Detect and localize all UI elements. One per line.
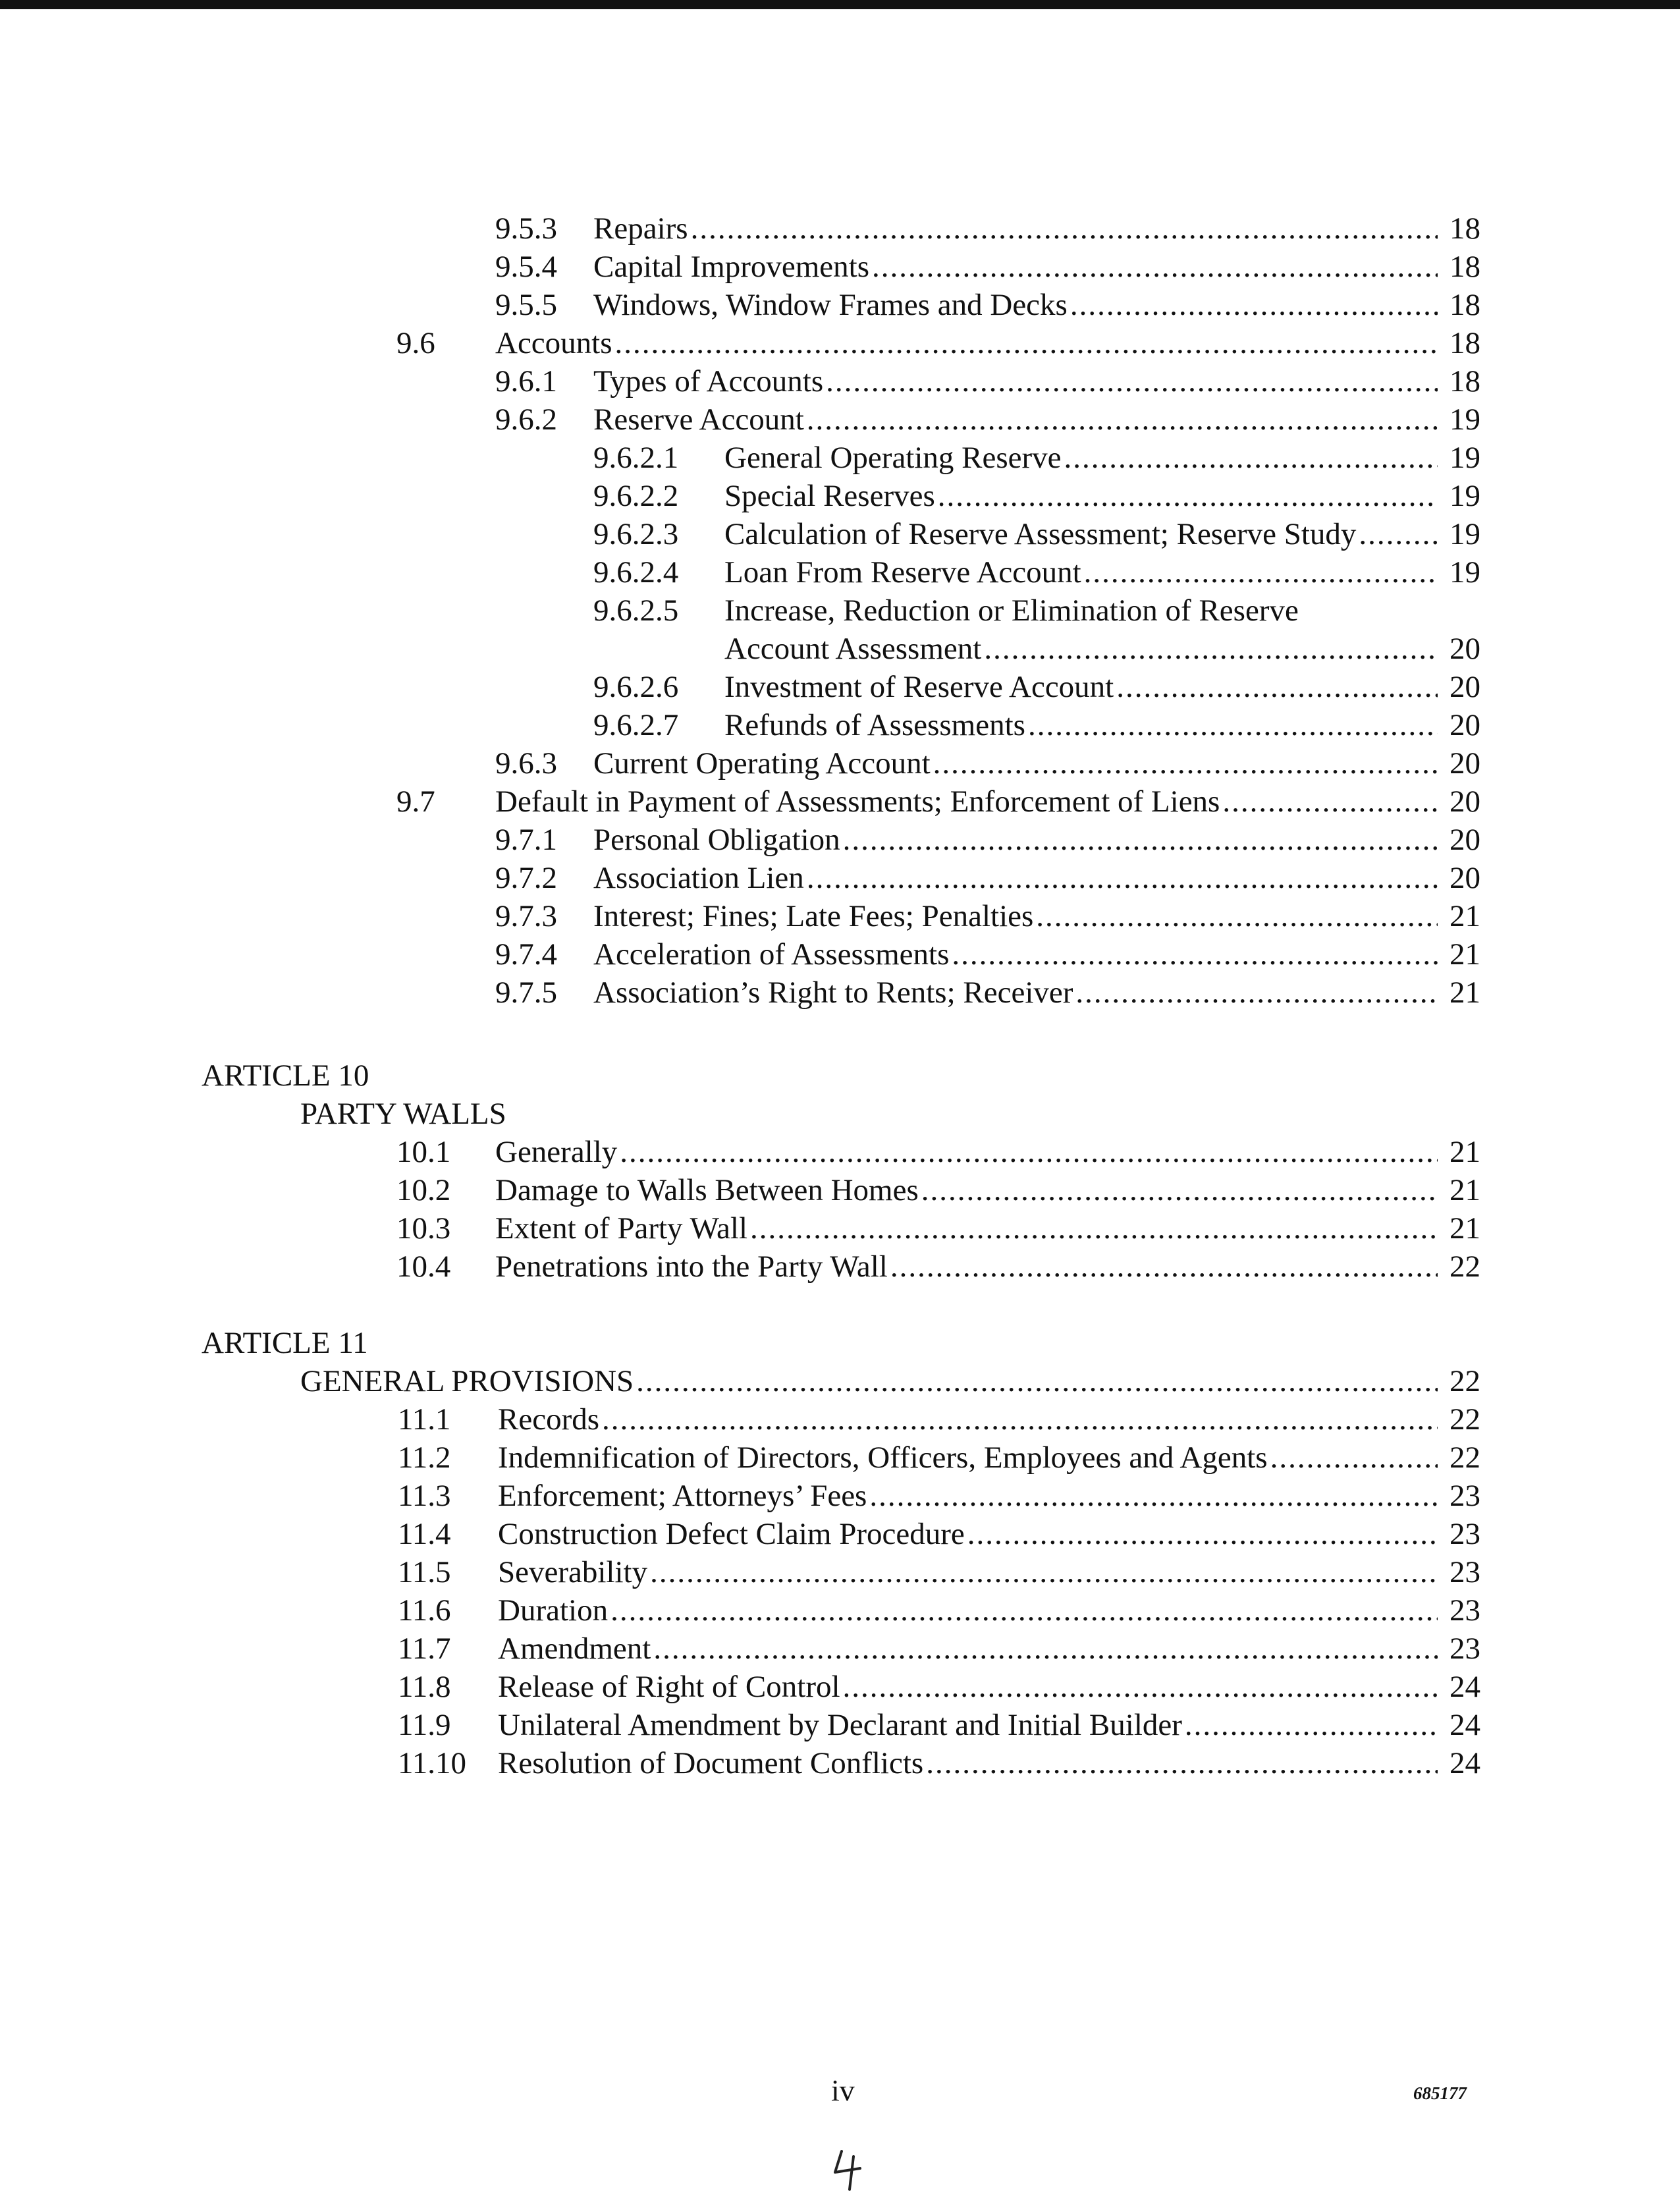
entry-title: Construction Defect Claim Procedure bbox=[498, 1517, 965, 1551]
entry-title: Types of Accounts bbox=[593, 364, 824, 398]
entry-title: Acceleration of Assessments bbox=[593, 937, 950, 972]
dot-leader bbox=[952, 935, 1438, 974]
toc-entry-9-6-2-1 bbox=[0, 439, 1680, 477]
entry-page: 22 bbox=[1450, 1402, 1480, 1437]
entry-page: 21 bbox=[1450, 937, 1480, 972]
dot-leader bbox=[843, 821, 1438, 859]
entry-title: Reserve Account bbox=[593, 402, 804, 437]
entry-page: 23 bbox=[1450, 1593, 1480, 1628]
entry-page: 20 bbox=[1450, 784, 1480, 819]
entry-page: 21 bbox=[1450, 1211, 1480, 1246]
entry-title-continued: Account Assessment bbox=[724, 632, 982, 666]
entry-page: 22 bbox=[1450, 1441, 1480, 1475]
dot-leader bbox=[602, 1400, 1438, 1439]
toc-entry-9-7-4 bbox=[0, 935, 1680, 974]
dot-leader bbox=[933, 744, 1438, 782]
entry-number: 11.8 bbox=[398, 1670, 451, 1704]
entry-title: Release of Right of Control bbox=[498, 1670, 840, 1704]
dot-leader bbox=[615, 324, 1438, 362]
entry-title: Accounts bbox=[495, 326, 612, 360]
entry-number: 9.7.5 bbox=[495, 975, 557, 1010]
entry-title: Windows, Window Frames and Decks bbox=[593, 288, 1068, 322]
entry-number: 11.7 bbox=[398, 1632, 451, 1666]
dot-leader bbox=[843, 1668, 1438, 1706]
dot-leader bbox=[1064, 439, 1438, 477]
entry-number: 9.7.4 bbox=[495, 937, 557, 972]
entry-number: 9.5.5 bbox=[495, 288, 557, 322]
dot-leader bbox=[872, 248, 1438, 286]
entry-title: Current Operating Account bbox=[593, 746, 931, 781]
entry-number: 11.4 bbox=[398, 1517, 451, 1551]
toc-entry-9-7-2 bbox=[0, 859, 1680, 897]
toc-entry-9-7-1 bbox=[0, 821, 1680, 859]
toc-entry-9-6-3 bbox=[0, 744, 1680, 782]
toc-entry-9-6-2-6 bbox=[0, 668, 1680, 706]
entry-number: 11.2 bbox=[398, 1441, 451, 1475]
article-11-label: ARTICLE 11 bbox=[202, 1326, 368, 1360]
toc-entry-10-4 bbox=[0, 1248, 1680, 1286]
dot-leader bbox=[1359, 515, 1438, 553]
entry-title: Records bbox=[498, 1402, 600, 1437]
entry-page: 20 bbox=[1450, 823, 1480, 857]
dot-leader bbox=[620, 1133, 1438, 1171]
toc-entry-9-6-2 bbox=[0, 400, 1680, 439]
entry-page: 21 bbox=[1450, 899, 1480, 933]
entry-number: 9.6.2.3 bbox=[593, 517, 679, 551]
entry-number: 11.1 bbox=[398, 1402, 451, 1437]
toc-entry-11-9 bbox=[0, 1706, 1680, 1744]
dot-leader bbox=[1270, 1439, 1438, 1477]
entry-page: 21 bbox=[1450, 975, 1480, 1010]
toc-entry-9-6-2-5 bbox=[0, 591, 1680, 630]
entry-title: GENERAL PROVISIONS bbox=[300, 1364, 634, 1398]
toc-entry-11-5 bbox=[0, 1553, 1680, 1591]
entry-number: 9.7.1 bbox=[495, 823, 557, 857]
entry-page: 23 bbox=[1450, 1479, 1480, 1513]
dot-leader bbox=[1116, 668, 1438, 706]
toc-entry-9-5-3 bbox=[0, 209, 1680, 248]
entry-title: Interest; Fines; Late Fees; Penalties bbox=[593, 899, 1034, 933]
dot-leader bbox=[610, 1591, 1438, 1630]
entry-number: 10.1 bbox=[396, 1135, 451, 1169]
toc-entry-9-5-5 bbox=[0, 286, 1680, 324]
entry-page: 23 bbox=[1450, 1555, 1480, 1589]
toc-entry-general-provisions bbox=[0, 1362, 1680, 1400]
entry-title: Unilateral Amendment by Declarant and Initial Builder bbox=[498, 1708, 1182, 1742]
entry-number: 11.6 bbox=[398, 1593, 451, 1628]
entry-number: 9.6.3 bbox=[495, 746, 557, 781]
toc-entry-9-5-4 bbox=[0, 248, 1680, 286]
entry-number: 9.6.1 bbox=[495, 364, 557, 398]
dot-leader bbox=[807, 400, 1438, 439]
dot-leader bbox=[636, 1362, 1438, 1400]
dot-leader bbox=[826, 362, 1438, 400]
page-number: iv bbox=[831, 2073, 855, 2107]
entry-number: 10.2 bbox=[396, 1173, 451, 1207]
entry-title: Penetrations into the Party Wall bbox=[495, 1249, 888, 1284]
entry-page: 22 bbox=[1450, 1249, 1480, 1284]
entry-title: Amendment bbox=[498, 1632, 651, 1666]
entry-page: 18 bbox=[1450, 211, 1480, 246]
entry-title: Loan From Reserve Account bbox=[724, 555, 1081, 590]
entry-page: 18 bbox=[1450, 364, 1480, 398]
entry-title: Duration bbox=[498, 1593, 609, 1628]
entry-number: 11.5 bbox=[398, 1555, 451, 1589]
toc-entry-10-3 bbox=[0, 1209, 1680, 1248]
dot-leader bbox=[921, 1171, 1438, 1209]
entry-page: 19 bbox=[1450, 479, 1480, 513]
entry-number: 10.3 bbox=[396, 1211, 451, 1246]
dot-leader bbox=[1028, 706, 1438, 744]
entry-title: Personal Obligation bbox=[593, 823, 840, 857]
toc-entry-9-6-2-7 bbox=[0, 706, 1680, 744]
dot-leader bbox=[1185, 1706, 1438, 1744]
dot-leader bbox=[1084, 553, 1438, 591]
entry-number: 9.6.2 bbox=[495, 402, 557, 437]
toc-entry-11-6 bbox=[0, 1591, 1680, 1630]
entry-number: 9.5.3 bbox=[495, 211, 557, 246]
dot-leader bbox=[1075, 974, 1438, 1012]
entry-number: 9.6.2.7 bbox=[593, 708, 679, 742]
toc-entry-9-6-2-5-continued bbox=[0, 630, 1680, 668]
toc-entry-9-6-2-4 bbox=[0, 553, 1680, 591]
entry-number: 9.6 bbox=[396, 326, 435, 360]
entry-page: 20 bbox=[1450, 708, 1480, 742]
entry-page: 21 bbox=[1450, 1135, 1480, 1169]
entry-title: Generally bbox=[495, 1135, 618, 1169]
entry-number: 9.6.2.5 bbox=[593, 593, 679, 628]
dot-leader bbox=[750, 1209, 1438, 1248]
entry-number: 9.6.2.1 bbox=[593, 441, 679, 475]
toc-entry-11-8 bbox=[0, 1668, 1680, 1706]
toc-entry-10-1 bbox=[0, 1133, 1680, 1171]
dot-leader bbox=[1222, 782, 1438, 821]
dot-leader bbox=[984, 630, 1438, 668]
entry-page: 24 bbox=[1450, 1670, 1480, 1704]
entry-title: Repairs bbox=[593, 211, 688, 246]
entry-number: 10.4 bbox=[396, 1249, 451, 1284]
entry-title: Damage to Walls Between Homes bbox=[495, 1173, 919, 1207]
entry-number: 9.7 bbox=[396, 784, 435, 819]
toc-entry-9-7 bbox=[0, 782, 1680, 821]
entry-number: 11.9 bbox=[398, 1708, 451, 1742]
entry-page: 18 bbox=[1450, 250, 1480, 284]
entry-title: Increase, Reduction or Elimination of Reserve bbox=[724, 593, 1299, 628]
toc-entry-9-6-2-3 bbox=[0, 515, 1680, 553]
toc-entry-11-2 bbox=[0, 1439, 1680, 1477]
dot-leader bbox=[1070, 286, 1438, 324]
dot-leader bbox=[691, 209, 1438, 248]
toc-entry-9-6 bbox=[0, 324, 1680, 362]
dot-leader bbox=[869, 1477, 1438, 1515]
entry-number: 9.6.2.4 bbox=[593, 555, 679, 590]
entry-page: 19 bbox=[1450, 402, 1480, 437]
entry-title: Extent of Party Wall bbox=[495, 1211, 748, 1246]
entry-number: 9.6.2.2 bbox=[593, 479, 679, 513]
toc-entry-11-3 bbox=[0, 1477, 1680, 1515]
entry-page: 23 bbox=[1450, 1632, 1480, 1666]
entry-page: 20 bbox=[1450, 670, 1480, 704]
toc-entry-11-10 bbox=[0, 1744, 1680, 1782]
entry-title: Enforcement; Attorneys’ Fees bbox=[498, 1479, 867, 1513]
entry-page: 19 bbox=[1450, 555, 1480, 590]
entry-page: 19 bbox=[1450, 517, 1480, 551]
entry-number: 9.7.2 bbox=[495, 861, 557, 895]
toc-entry-9-7-5 bbox=[0, 974, 1680, 1012]
toc-entry-10-2 bbox=[0, 1171, 1680, 1209]
entry-page: 20 bbox=[1450, 632, 1480, 666]
entry-title: Indemnification of Directors, Officers, Employees and Agents bbox=[498, 1441, 1268, 1475]
entry-number: 9.6.2.6 bbox=[593, 670, 679, 704]
entry-title: Special Reserves bbox=[724, 479, 935, 513]
article-10-title: PARTY WALLS bbox=[300, 1097, 506, 1131]
entry-number: 11.10 bbox=[398, 1746, 467, 1780]
dot-leader bbox=[967, 1515, 1438, 1553]
toc-entry-9-7-3 bbox=[0, 897, 1680, 935]
entry-page: 24 bbox=[1450, 1708, 1480, 1742]
entry-title: Refunds of Assessments bbox=[724, 708, 1025, 742]
dot-leader bbox=[926, 1744, 1438, 1782]
dot-leader bbox=[650, 1553, 1438, 1591]
entry-number: 11.3 bbox=[398, 1479, 451, 1513]
document-number: 685177 bbox=[1413, 2083, 1467, 2103]
toc-entry-9-6-2-2 bbox=[0, 477, 1680, 515]
toc-entry-11-7 bbox=[0, 1630, 1680, 1668]
entry-title: Investment of Reserve Account bbox=[724, 670, 1114, 704]
entry-page: 21 bbox=[1450, 1173, 1480, 1207]
dot-leader bbox=[890, 1248, 1438, 1286]
toc-entry-9-6-1 bbox=[0, 362, 1680, 400]
entry-page: 19 bbox=[1450, 441, 1480, 475]
entry-title: General Operating Reserve bbox=[724, 441, 1062, 475]
dot-leader bbox=[938, 477, 1438, 515]
entry-title: Association’s Right to Rents; Receiver bbox=[593, 975, 1073, 1010]
entry-title: Resolution of Document Conflicts bbox=[498, 1746, 924, 1780]
entry-page: 22 bbox=[1450, 1364, 1480, 1398]
toc-entry-11-4 bbox=[0, 1515, 1680, 1553]
article-10-label: ARTICLE 10 bbox=[202, 1058, 369, 1093]
entry-title: Association Lien bbox=[593, 861, 804, 895]
entry-page: 24 bbox=[1450, 1746, 1480, 1780]
entry-page: 18 bbox=[1450, 326, 1480, 360]
dot-leader bbox=[653, 1630, 1438, 1668]
handwritten-mark-icon bbox=[831, 2149, 867, 2192]
entry-title: Severability bbox=[498, 1555, 648, 1589]
scan-top-border bbox=[0, 0, 1680, 9]
entry-title: Calculation of Reserve Assessment; Reserve Study bbox=[724, 517, 1357, 551]
dot-leader bbox=[1036, 897, 1438, 935]
entry-page: 20 bbox=[1450, 746, 1480, 781]
entry-title: Capital Improvements bbox=[593, 250, 869, 284]
toc-entry-11-1 bbox=[0, 1400, 1680, 1439]
entry-page: 18 bbox=[1450, 288, 1480, 322]
entry-page: 23 bbox=[1450, 1517, 1480, 1551]
entry-number: 9.5.4 bbox=[495, 250, 557, 284]
dot-leader bbox=[807, 859, 1438, 897]
entry-page: 20 bbox=[1450, 861, 1480, 895]
entry-number: 9.7.3 bbox=[495, 899, 557, 933]
entry-title: Default in Payment of Assessments; Enforcement of Liens bbox=[495, 784, 1220, 819]
